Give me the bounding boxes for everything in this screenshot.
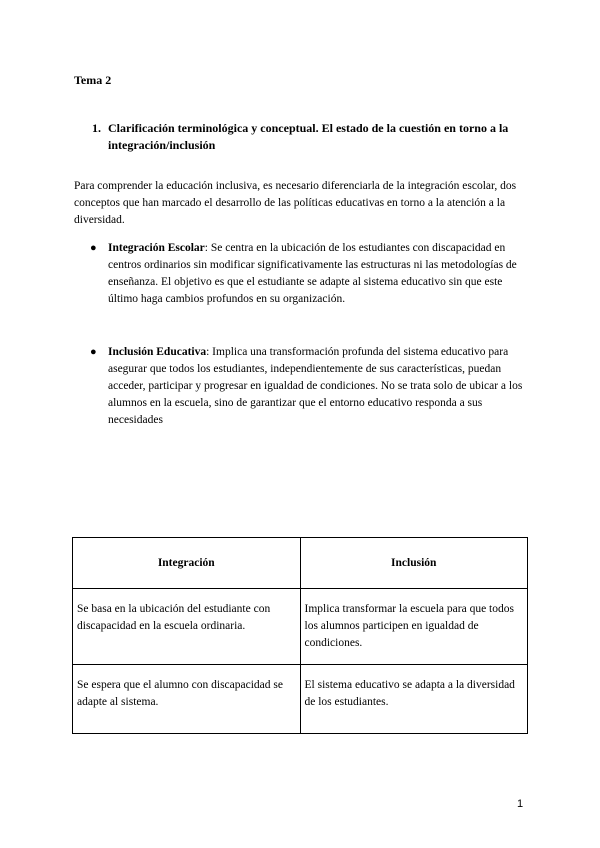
bullet-text: : Implica una transformación profunda del sistema educativo para asegurar que todos los estudiantes, independientemente de sus características, puedan acceder, participar y progresar en igualdad de condiciones. No se trata solo de ubicar a los alumnos en la escuela, sino de garantizar que el entorno educativo responda a sus necesidades bbox=[108, 346, 523, 426]
table-cell: El sistema educativo se adapta a la diversidad de los estudiantes. bbox=[300, 665, 528, 734]
bullet-term: Integración Escolar bbox=[108, 242, 205, 254]
table-header-row bbox=[73, 538, 528, 589]
bullet-dot-icon: ● bbox=[90, 346, 97, 358]
bullet-body bbox=[108, 344, 530, 429]
page-number: 1 bbox=[517, 798, 524, 810]
intro-paragraph: Para comprender la educación inclusiva, es necesario diferenciarla de la integración escolar, dos conceptos que han marcado el desarrollo de las políticas educativas en torno a la atención a la diversidad. bbox=[74, 180, 517, 226]
table-cell: Se basa en la ubicación del estudiante con discapacidad en la escuela ordinaria. bbox=[73, 589, 301, 665]
table-row bbox=[73, 589, 528, 665]
section-title: Clarificación terminológica y conceptual. El estado de la cuestión en torno a la integración/inclusión bbox=[108, 121, 509, 152]
page-title: Tema 2 bbox=[74, 73, 112, 87]
table-cell: Se espera que el alumno con discapacidad se adapte al sistema. bbox=[73, 665, 301, 734]
section-number: 1. bbox=[92, 121, 101, 135]
comparison-table bbox=[72, 537, 528, 734]
list-item-inclusion bbox=[90, 344, 530, 429]
table-header-inclusion: Inclusión bbox=[300, 538, 528, 589]
table-cell: Implica transformar la escuela para que todos los alumnos participen en igualdad de condiciones. bbox=[300, 589, 528, 665]
section-heading bbox=[92, 120, 522, 154]
bullet-text: : Se centra en la ubicación de los estudiantes con discapacidad en centros ordinarios sin modificar significativamente las estructuras ni las metodologías de enseñanza. El objetivo es que el estudiante se adapte al sistema educativo sin que este último haga cambios profundos en su organización. bbox=[108, 242, 517, 305]
list-item-integracion bbox=[90, 240, 530, 308]
bullet-dot-icon: ● bbox=[90, 242, 97, 254]
bullet-body bbox=[108, 240, 530, 308]
table-row bbox=[73, 665, 528, 734]
bullet-term: Inclusión Educativa bbox=[108, 346, 207, 358]
table-header-integracion: Integración bbox=[73, 538, 301, 589]
